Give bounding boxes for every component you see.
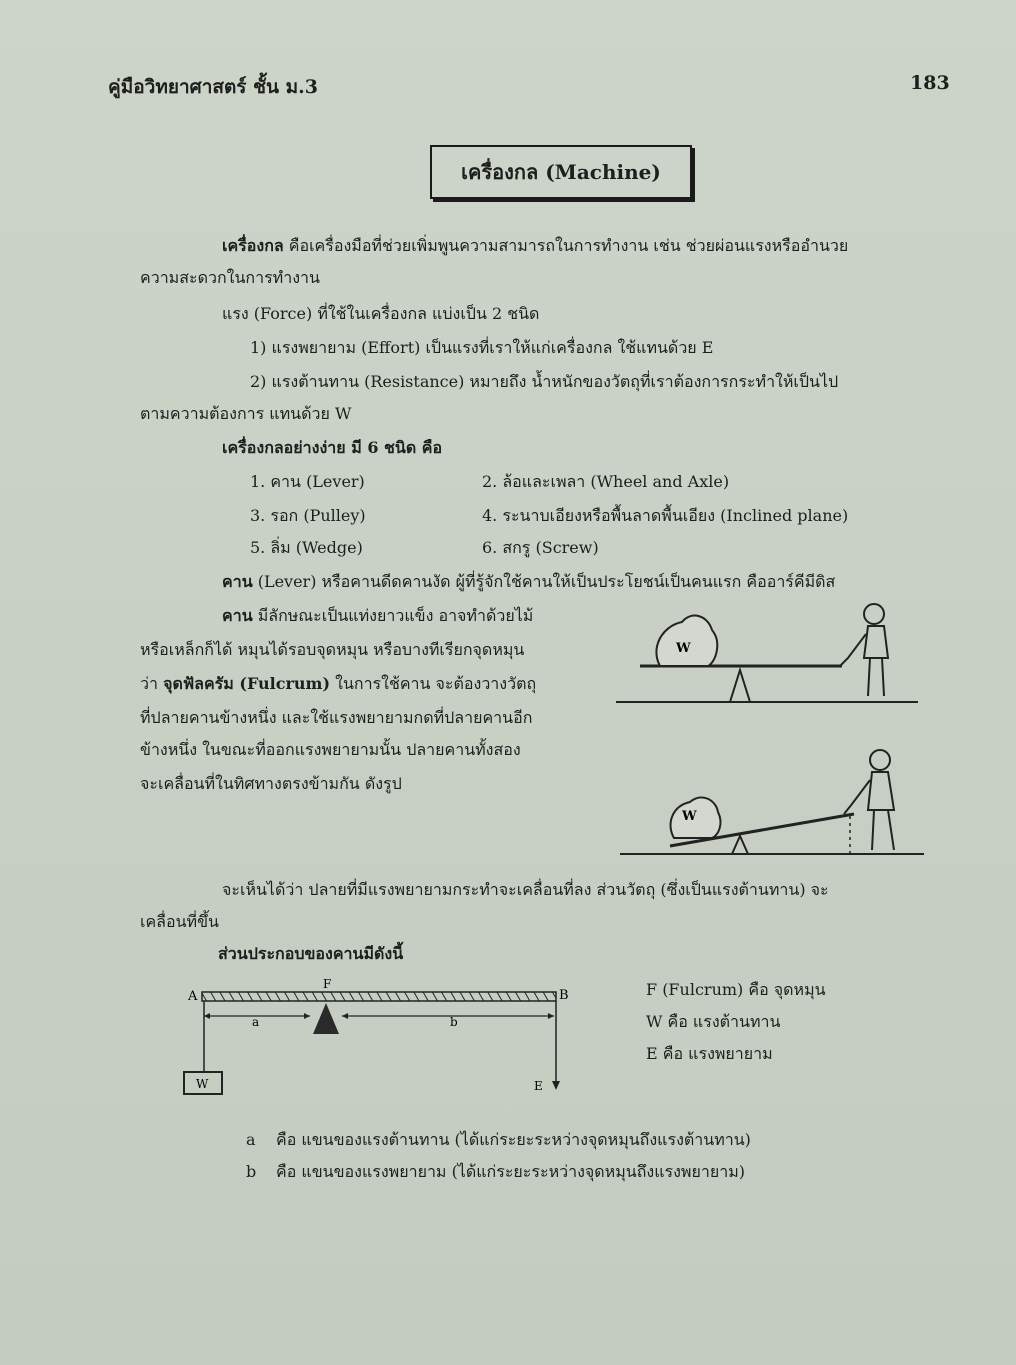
- intro-line-1: [222, 234, 848, 258]
- lever-para-text-1: มีลักษณะเป็นแท่งยาวแข็ง อาจทำด้วยไม้: [252, 606, 534, 625]
- person-figure: [840, 604, 888, 696]
- conclusion-line-1: จะเห็นได้ว่า ปลายที่มีแรงพยายามกระทำจะเคลื่อนที่ลง ส่วนวัตถุ (ซึ่งเป็นแรงต้านทาน) จะ: [222, 880, 829, 899]
- diagram-label-w: W: [196, 1077, 209, 1091]
- person-figure-2: [844, 750, 894, 850]
- parts-heading: ส่วนประกอบของคานมีดังนี้: [218, 944, 404, 963]
- machine-item-pulley: 3. รอก (Pulley): [250, 506, 366, 525]
- conclusion-line-2: เคลื่อนที่ขึ้น: [140, 912, 219, 931]
- lever-parts-diagram: [180, 972, 580, 1102]
- machine-item-inclined: 4. ระนาบเอียงหรือพื้นลาดพื้นเอียง (Inclined plane): [482, 506, 849, 525]
- machine-item-lever: 1. คาน (Lever): [250, 472, 365, 491]
- intro-text: คือเครื่องมือที่ช่วยเพิ่มพูนความสามารถในการทำงาน เช่น ช่วยผ่อนแรงหรืออำนวย: [283, 236, 849, 255]
- intro-line-2: ความสะดวกในการทำงาน: [140, 268, 320, 287]
- book-title: คู่มือวิทยาศาสตร์ ชั้น ม.3: [108, 76, 318, 98]
- intro-term: เครื่องกล: [222, 236, 284, 255]
- diagram-label-b-end: B: [559, 988, 569, 1003]
- def-a-symbol: a: [246, 1130, 256, 1149]
- section-title-box: [430, 145, 692, 199]
- diagram-label-a-end: A: [188, 989, 198, 1004]
- weight-label-1: W: [676, 641, 691, 656]
- lever-para-4: ที่ปลายคานข้างหนึ่ง และใช้แรงพยายามกดที่ปลายคานอีก: [140, 708, 533, 727]
- force-resistance-2: ตามความต้องการ แทนด้วย W: [140, 404, 352, 423]
- lever-para-3-post: ในการใช้คาน จะต้องวางวัตถุ: [330, 674, 537, 693]
- machine-item-wheel: 2. ล้อและเพลา (Wheel and Axle): [482, 472, 730, 491]
- force-resistance-1: 2) แรงต้านทาน (Resistance) หมายถึง น้ำหนักของวัตถุที่เราต้องการกระทำให้เป็นไป: [250, 372, 839, 391]
- diagram-label-arm-b: b: [450, 1015, 458, 1029]
- machines-heading: เครื่องกลอย่างง่าย มี 6 ชนิด คือ: [222, 438, 443, 457]
- lever-intro: [222, 570, 835, 594]
- lever-intro-text: (Lever) หรือคานดีดคานงัด ผู้ที่รู้จักใช้คานให้เป็นประโยชน์เป็นคนแรก คืออาร์คีมีดิส: [252, 572, 836, 591]
- fulcrum-term: จุดฟัลครัม (Fulcrum): [163, 674, 331, 693]
- legend-resistance: W คือ แรงต้านทาน: [646, 1012, 781, 1031]
- machine-item-screw: 6. สกรู (Screw): [482, 538, 599, 557]
- lever-para-6: จะเคลื่อนที่ในทิศทางตรงข้ามกัน ดังรูป: [140, 774, 402, 793]
- def-a-text: คือ แขนของแรงต้านทาน (ได้แก่ระยะระหว่างจุดหมุนถึงแรงต้านทาน): [276, 1130, 751, 1149]
- legend-effort: E คือ แรงพยายาม: [646, 1044, 773, 1063]
- lever-illustration-rest: [612, 596, 922, 710]
- lever-para-2: หรือเหล็กก็ได้ หมุนได้รอบจุดหมุน หรือบางทีเรียกจุดหมุน: [140, 640, 525, 659]
- diagram-fulcrum: [313, 1003, 339, 1034]
- weight-label-2: W: [682, 809, 697, 824]
- lever-para-5: ข้างหนึ่ง ในขณะที่ออกแรงพยายามนั้น ปลายคานทั้งสอง: [140, 740, 521, 759]
- lever-para-3: [140, 672, 536, 696]
- fulcrum-triangle: [730, 670, 750, 702]
- legend-fulcrum: F (Fulcrum) คือ จุดหมุน: [646, 980, 826, 999]
- diagram-beam: [202, 992, 556, 1001]
- section-title: เครื่องกล (Machine): [461, 160, 661, 184]
- fulcrum-triangle-2: [732, 836, 748, 854]
- force-effort: 1) แรงพยายาม (Effort) เป็นแรงที่เราให้แก่เครื่องกล ใช้แทนด้วย E: [250, 338, 714, 357]
- page-number: 183: [910, 72, 950, 94]
- lever-para-3-pre: ว่า: [140, 674, 164, 693]
- lever-illustration-pressed: [618, 744, 930, 860]
- lever-intro-term: คาน: [222, 572, 253, 591]
- diagram-label-f: F: [323, 977, 332, 991]
- diagram-label-arm-a: a: [252, 1015, 260, 1029]
- def-b-symbol: b: [246, 1162, 257, 1181]
- force-lead: แรง (Force) ที่ใช้ในเครื่องกล แบ่งเป็น 2 ชนิด: [222, 304, 540, 323]
- def-b-text: คือ แขนของแรงพยายาม (ได้แก่ระยะระหว่างจุดหมุนถึงแรงพยายาม): [276, 1162, 745, 1181]
- lever-para-term: คาน: [222, 606, 253, 625]
- diagram-label-e: E: [534, 1079, 543, 1093]
- machine-item-wedge: 5. ลิ่ม (Wedge): [250, 538, 363, 557]
- lever-para-1: [222, 604, 533, 628]
